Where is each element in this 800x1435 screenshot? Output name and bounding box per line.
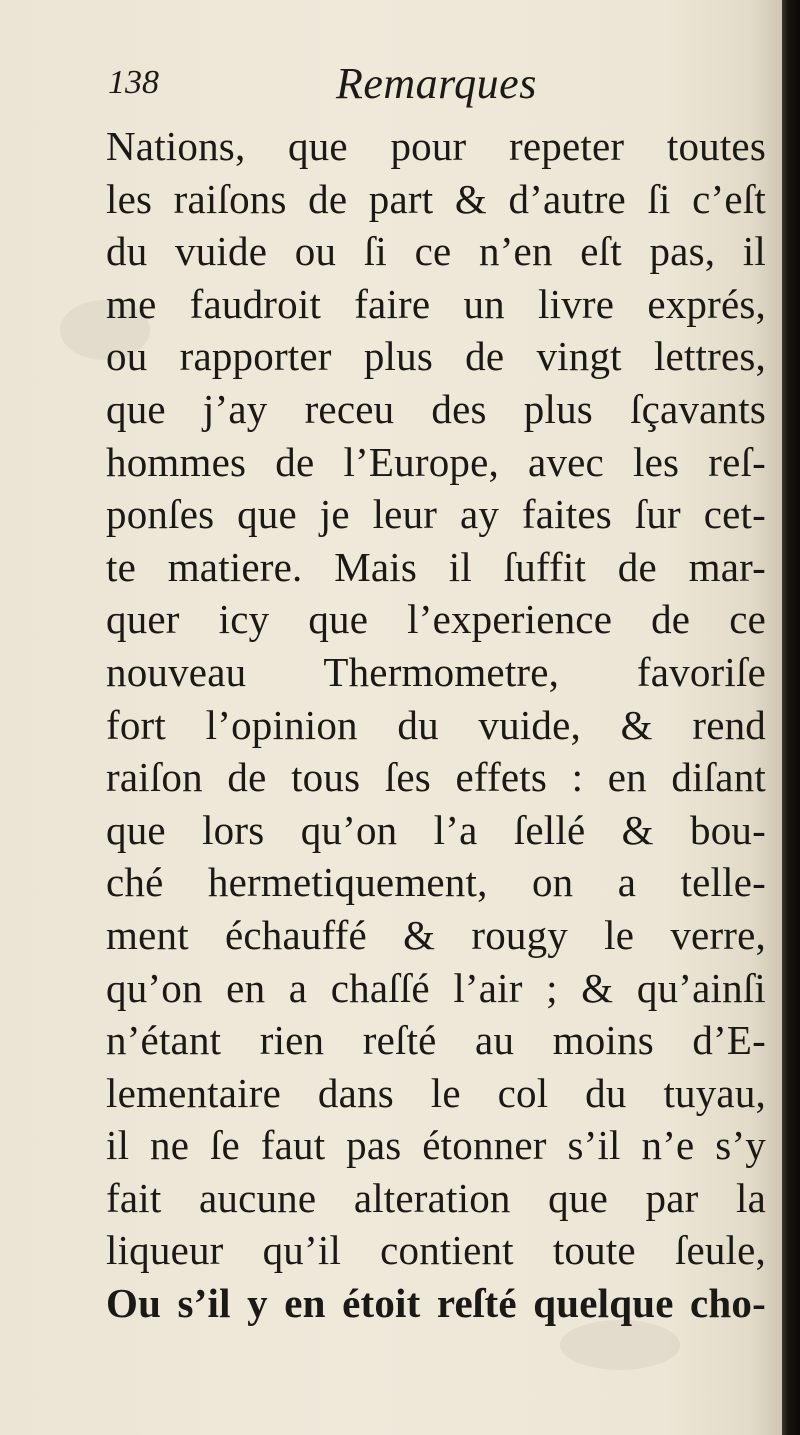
text-line: du vuide ou ſi ce n’en eſt pas, il	[106, 228, 766, 275]
text-line: ou rapporter plus de vingt lettres,	[106, 333, 766, 380]
text-line: les raiſons de part & d’autre ſi c’eſt	[106, 175, 766, 222]
running-title: Remarques	[336, 59, 537, 108]
text-line: nouveau Thermometre, favoriſe	[106, 648, 766, 695]
text-line: n’étant rien reſté au moins d’E-	[106, 1017, 766, 1064]
book-gutter	[782, 0, 800, 1435]
text-line: que lors qu’on l’a ſellé & bou-	[106, 806, 766, 853]
text-line: Ou s’il y en étoit reſté quelque cho-	[106, 1280, 766, 1327]
text-line: Nations, que pour repeter toutes	[106, 123, 766, 169]
text-line: raiſon de tous ſes effets : en diſant	[106, 754, 766, 801]
text-line: qu’on en a chaſſé l’air ; & qu’ainſi	[106, 964, 766, 1011]
text-line: hommes de l’Europe, avec les reſ-	[106, 438, 766, 485]
text-line: me faudroit faire un livre exprés,	[106, 280, 766, 327]
text-line: quer icy que l’experience de ce	[106, 596, 766, 643]
body-text	[106, 120, 766, 1330]
text-line: ché hermetiquement, on a telle-	[106, 859, 766, 906]
text-line: lementaire dans le col du tuyau,	[106, 1069, 766, 1116]
text-line: liqueur qu’il contient toute ſeule,	[106, 1227, 766, 1274]
page-number: 138	[108, 64, 159, 101]
text-line: te matiere. Mais il ſuffit de mar-	[106, 543, 766, 590]
text-line: fait aucune alteration que par la	[106, 1174, 766, 1221]
text-line: fort l’opinion du vuide, & rend	[106, 701, 766, 748]
text-line: que j’ay receu des plus ſçavants	[106, 385, 766, 432]
page-header	[108, 58, 748, 108]
text-line: il ne ſe faut pas étonner s’il n’e s’y	[106, 1122, 766, 1169]
text-line: ment échauffé & rougy le verre,	[106, 911, 766, 958]
text-line: ponſes que je leur ay faites ſur cet-	[106, 491, 766, 538]
